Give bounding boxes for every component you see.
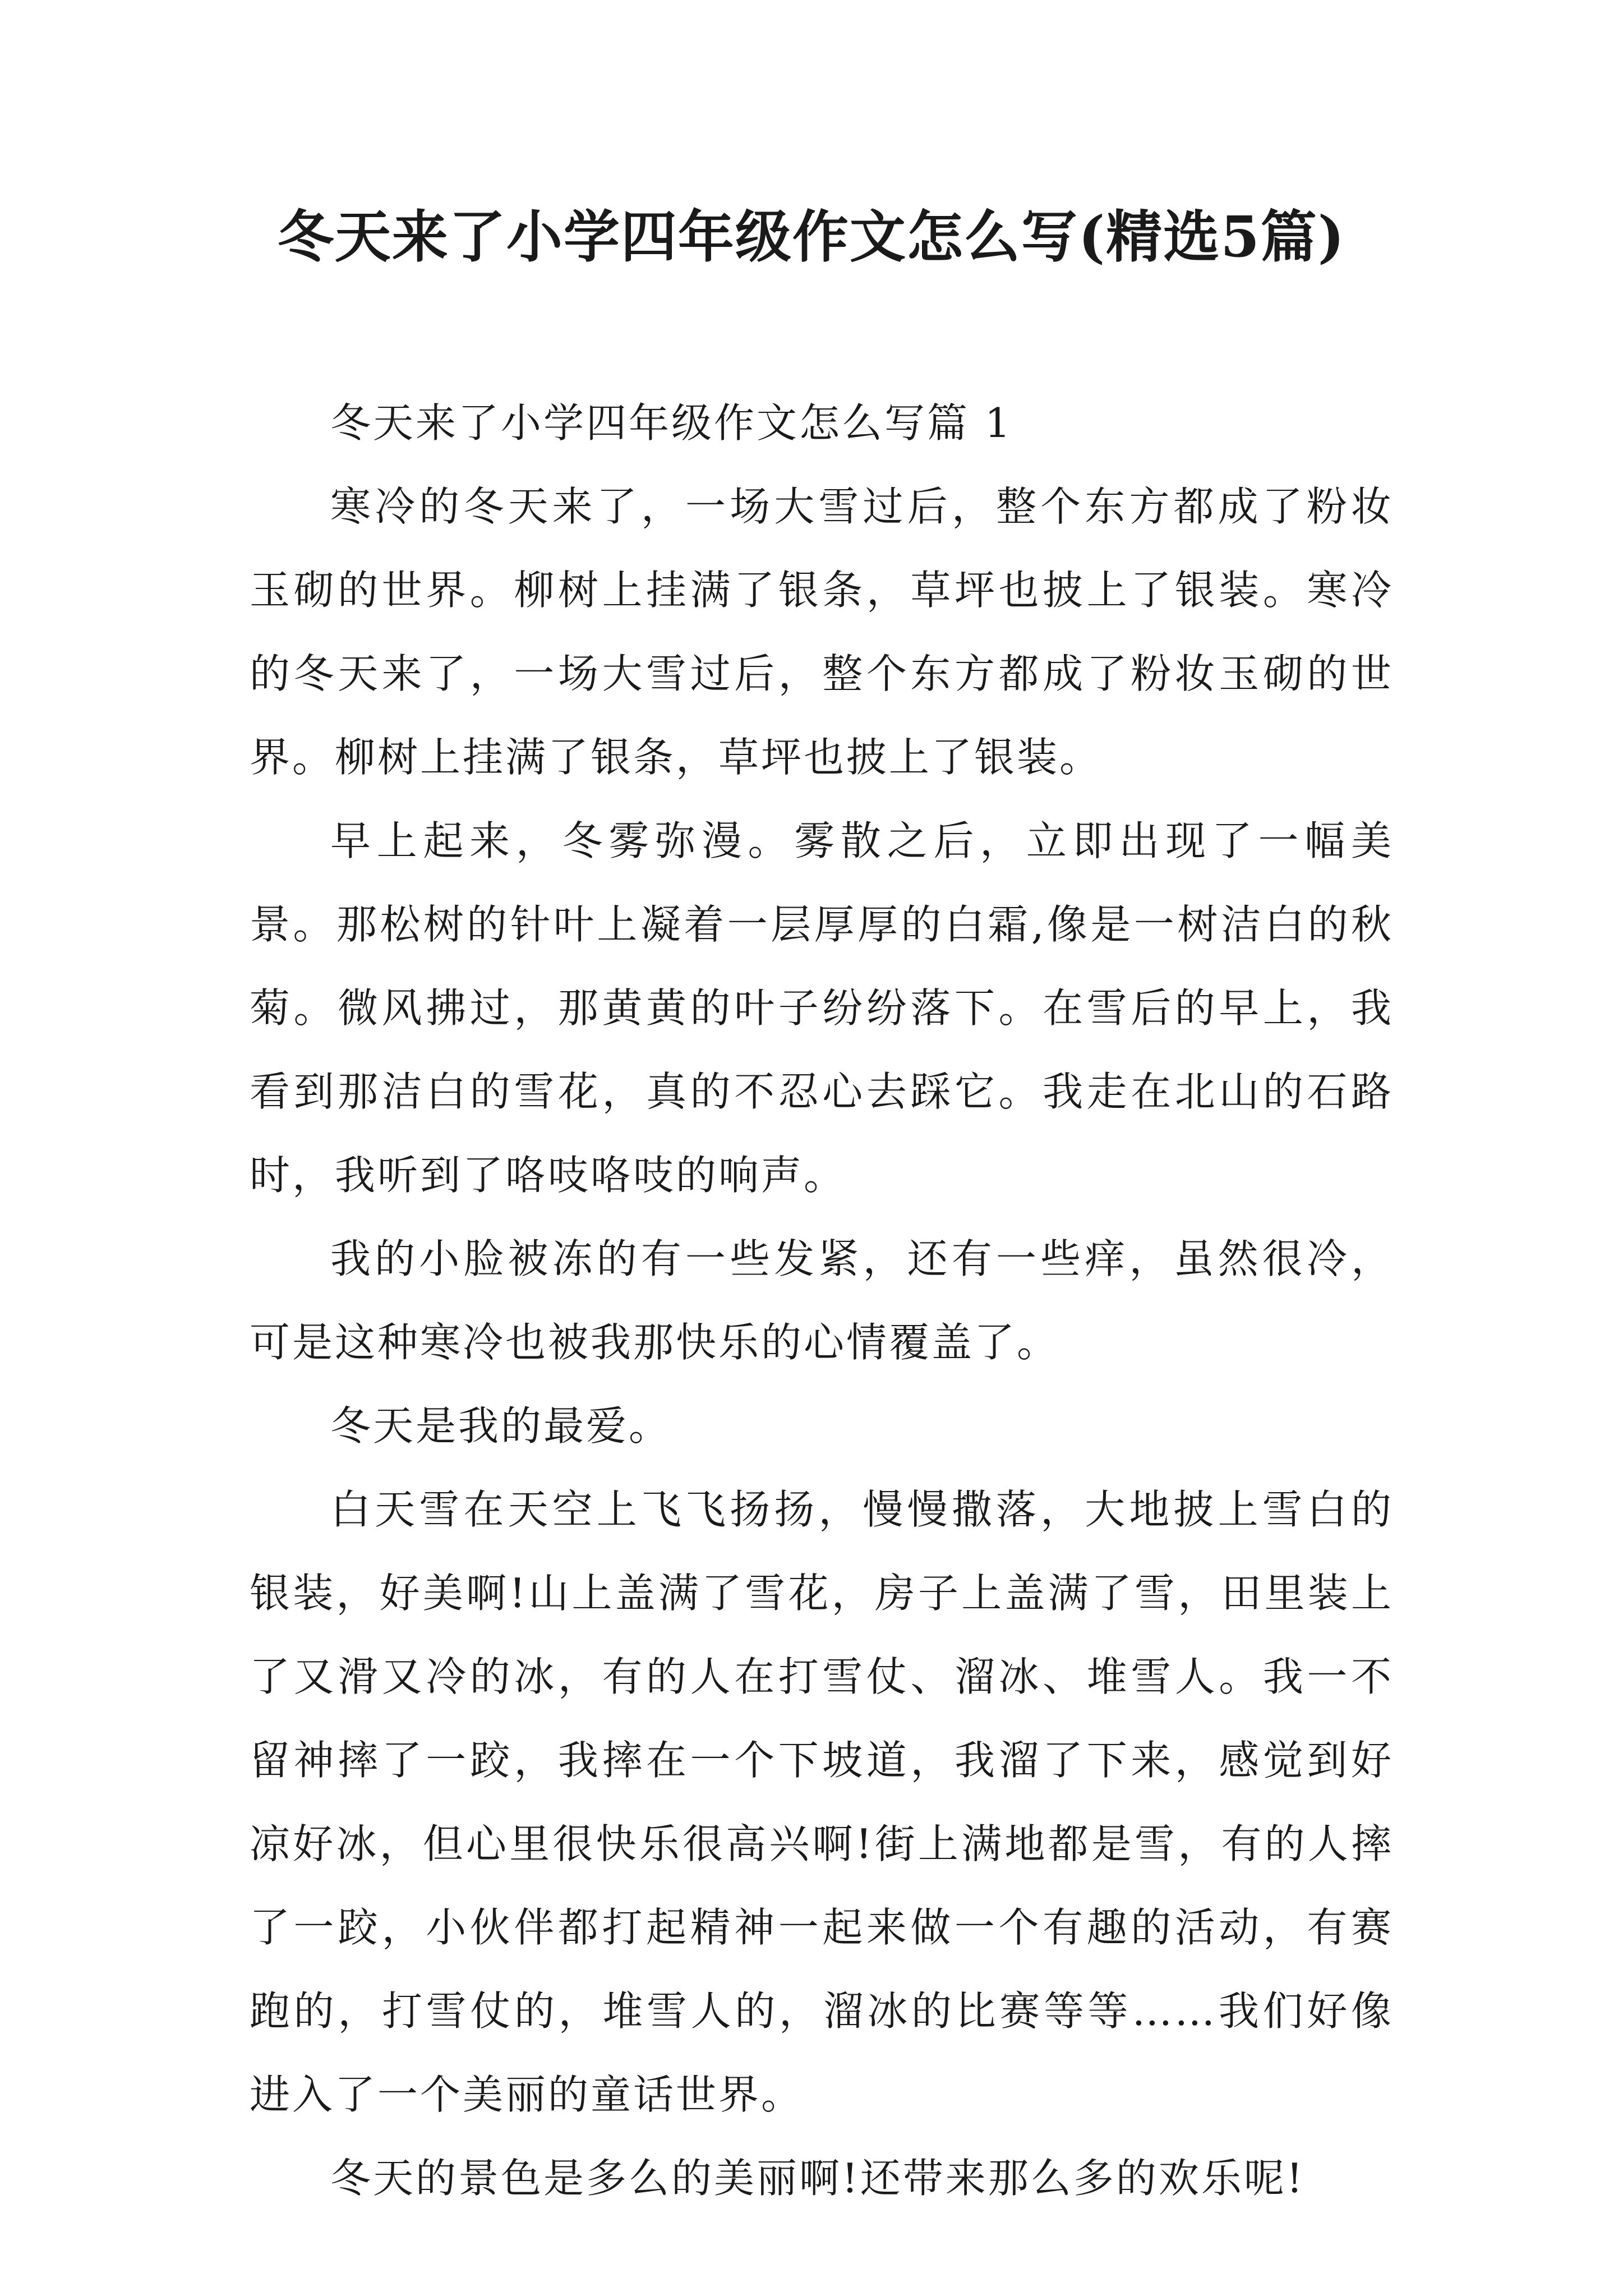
paragraph: 白天雪在天空上飞飞扬扬，慢慢撒落，大地披上雪白的银装，好美啊!山上盖满了雪花，房子上盖满了雪，田里装上了又滑又冷的冰，有的人在打雪仗、溜冰、堆雪人。我一不留神摔了一跤，我摔在一个下坡道，我溜了下来，感觉到好凉好冰，但心里很快乐很高兴啊!街上满地都是雪，有的人摔了一跤，小伙伴都打起精神一起来做一个有趣的活动，有赛跑的，打雪仗的，堆雪人的，溜冰的比赛等等……我们好像进入了一个美丽的童话世界。 — [250, 1486, 1394, 2118]
paragraph: 早上起来，冬雾弥漫。雾散之后，立即出现了一幅美景。那松树的针叶上凝着一层厚厚的白霜,像是一树洁白的秋菊。微风拂过，那黄黄的叶子纷纷落下。在雪后的早上，我看到那洁白的雪花，真的不忍心去踩它。我走在北山的石路时，我听到了咯吱咯吱的响声。 — [250, 817, 1394, 1199]
paragraph: 冬天的景色是多么的美丽啊!还带来那么多的欢乐呢! — [330, 2155, 1305, 2202]
paragraph: 寒冷的冬天来了，一场大雪过后，整个东方都成了粉妆玉砌的世界。柳树上挂满了银条，草坪也披上了银装。寒冷的冬天来了，一场大雪过后，整个东方都成了粉妆玉砌的世界。柳树上挂满了银条，草坪也披上了银装。 — [250, 483, 1394, 781]
document-title: 冬天来了小学四年级作文怎么写(精选5篇) — [277, 204, 1346, 270]
document-body — [250, 381, 1394, 2220]
paragraph: 冬天是我的最爱。 — [330, 1402, 672, 1450]
section-heading: 冬天来了小学四年级作文怎么写篇 1 — [330, 399, 1013, 447]
paragraph: 我的小脸被冻的有一些发紧，还有一些痒，虽然很冷，可是这种寒冷也被我那快乐的心情覆盖了。 — [250, 1235, 1394, 1366]
